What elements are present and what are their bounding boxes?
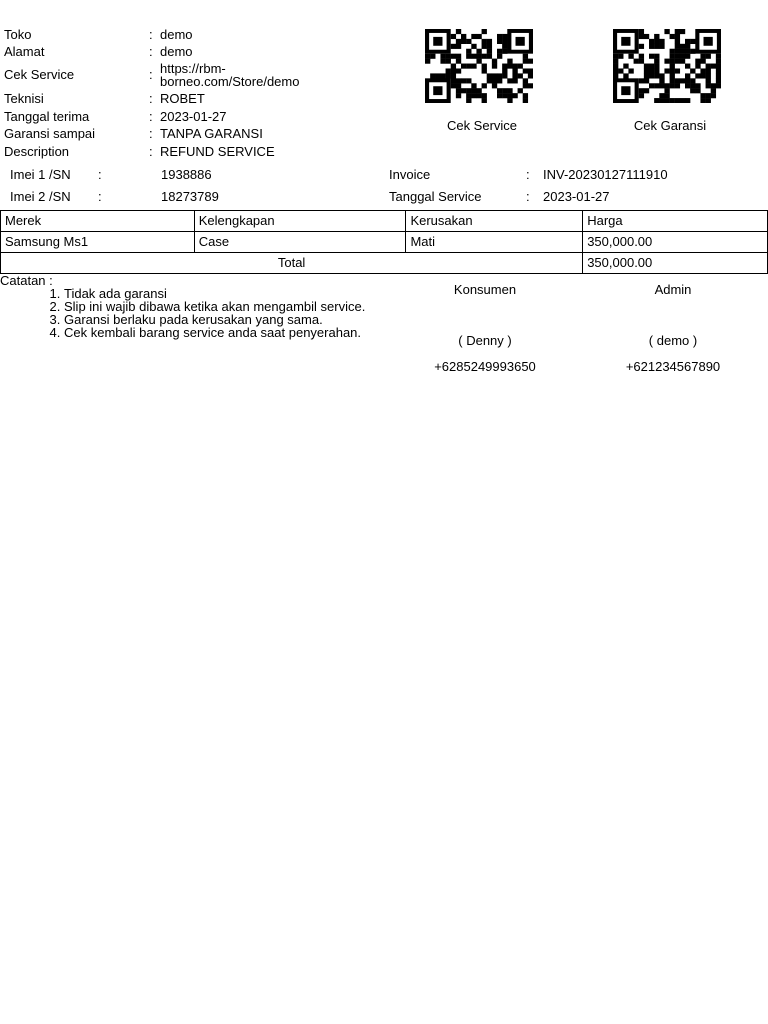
tanggal-service-value: 2023-01-27	[543, 189, 610, 204]
qr-code-icon	[613, 29, 721, 103]
teknisi-label: Teknisi	[4, 91, 44, 106]
garansi-sampai-value: TANPA GARANSI	[160, 126, 263, 141]
invoice-separator: :	[526, 167, 530, 182]
imei2-separator: :	[98, 189, 102, 204]
column-header-harga: Harga	[583, 211, 768, 232]
toko-label: Toko	[4, 27, 32, 42]
cell-kelengkapan: Case	[194, 232, 406, 253]
cek-service-separator: :	[149, 67, 153, 82]
imei2-label: Imei 2 /SN	[10, 189, 71, 204]
cell-merek: Samsung Ms1	[1, 232, 195, 253]
cek-service-link-line1[interactable]: https://rbm-	[160, 61, 226, 76]
invoice-value: INV-20230127111910	[543, 167, 668, 182]
teknisi-value: ROBET	[160, 91, 205, 106]
alamat-label: Alamat	[4, 44, 45, 59]
column-header-merek: Merek	[1, 211, 195, 232]
toko-separator: :	[149, 27, 153, 42]
imei1-value: 1938886	[161, 167, 212, 182]
toko-value: demo	[160, 27, 193, 42]
alamat-value: demo	[160, 44, 193, 59]
description-label: Description	[4, 144, 70, 159]
tanggal-terima-label: Tanggal terima	[4, 109, 90, 124]
teknisi-separator: :	[149, 91, 153, 106]
note-item: 3. Garansi berlaku pada kerusakan yang sama.	[64, 313, 400, 326]
column-header-kerusakan: Kerusakan	[406, 211, 583, 232]
consumer-name: ( Denny )	[458, 333, 512, 348]
total-label: Total	[1, 253, 583, 274]
tanggal-terima-value: 2023-01-27	[160, 109, 227, 124]
description-value: REFUND SERVICE	[160, 144, 275, 159]
table-header-row	[1, 211, 768, 232]
garansi-sampai-separator: :	[149, 126, 153, 141]
cek-service-label: Cek Service	[4, 67, 75, 82]
note-item: 2. Slip ini wajib dibawa ketika akan mengambil service.	[64, 300, 400, 313]
consumer-title: Konsumen	[453, 282, 517, 297]
notes-title: Catatan :	[0, 273, 53, 288]
table-total-row	[1, 253, 768, 274]
tanggal-service-separator: :	[526, 189, 530, 204]
qr-garansi-caption: Cek Garansi	[633, 118, 707, 133]
description-separator: :	[149, 144, 153, 159]
imei1-separator: :	[98, 167, 102, 182]
qr-service-caption: Cek Service	[446, 118, 518, 133]
alamat-separator: :	[149, 44, 153, 59]
tanggal-service-label: Tanggal Service	[389, 189, 482, 204]
cell-kerusakan: Mati	[406, 232, 583, 253]
column-header-kelengkapan: Kelengkapan	[194, 211, 406, 232]
consumer-phone: +6285249993650	[434, 359, 536, 374]
admin-phone: +621234567890	[625, 359, 721, 374]
invoice-label: Invoice	[389, 167, 431, 182]
cell-harga: 350,000.00	[583, 232, 768, 253]
notes-section	[0, 274, 400, 339]
total-value: 350,000.00	[583, 253, 768, 274]
qr-code-service[interactable]	[425, 29, 533, 103]
admin-title: Admin	[654, 282, 692, 297]
cek-service-link-line2[interactable]: borneo.com/Store/demo	[160, 74, 300, 89]
imei1-label: Imei 1 /SN	[10, 167, 71, 182]
note-item: 4. Cek kembali barang service anda saat penyerahan.	[64, 326, 400, 339]
qr-code-garansi[interactable]	[613, 29, 721, 103]
service-items-table	[0, 210, 768, 274]
imei2-value: 18273789	[161, 189, 219, 204]
admin-name: ( demo )	[648, 333, 698, 348]
table-row	[1, 232, 768, 253]
qr-code-icon	[425, 29, 533, 103]
tanggal-terima-separator: :	[149, 109, 153, 124]
garansi-sampai-label: Garansi sampai	[4, 126, 96, 141]
note-item: 1. Tidak ada garansi	[64, 287, 400, 300]
